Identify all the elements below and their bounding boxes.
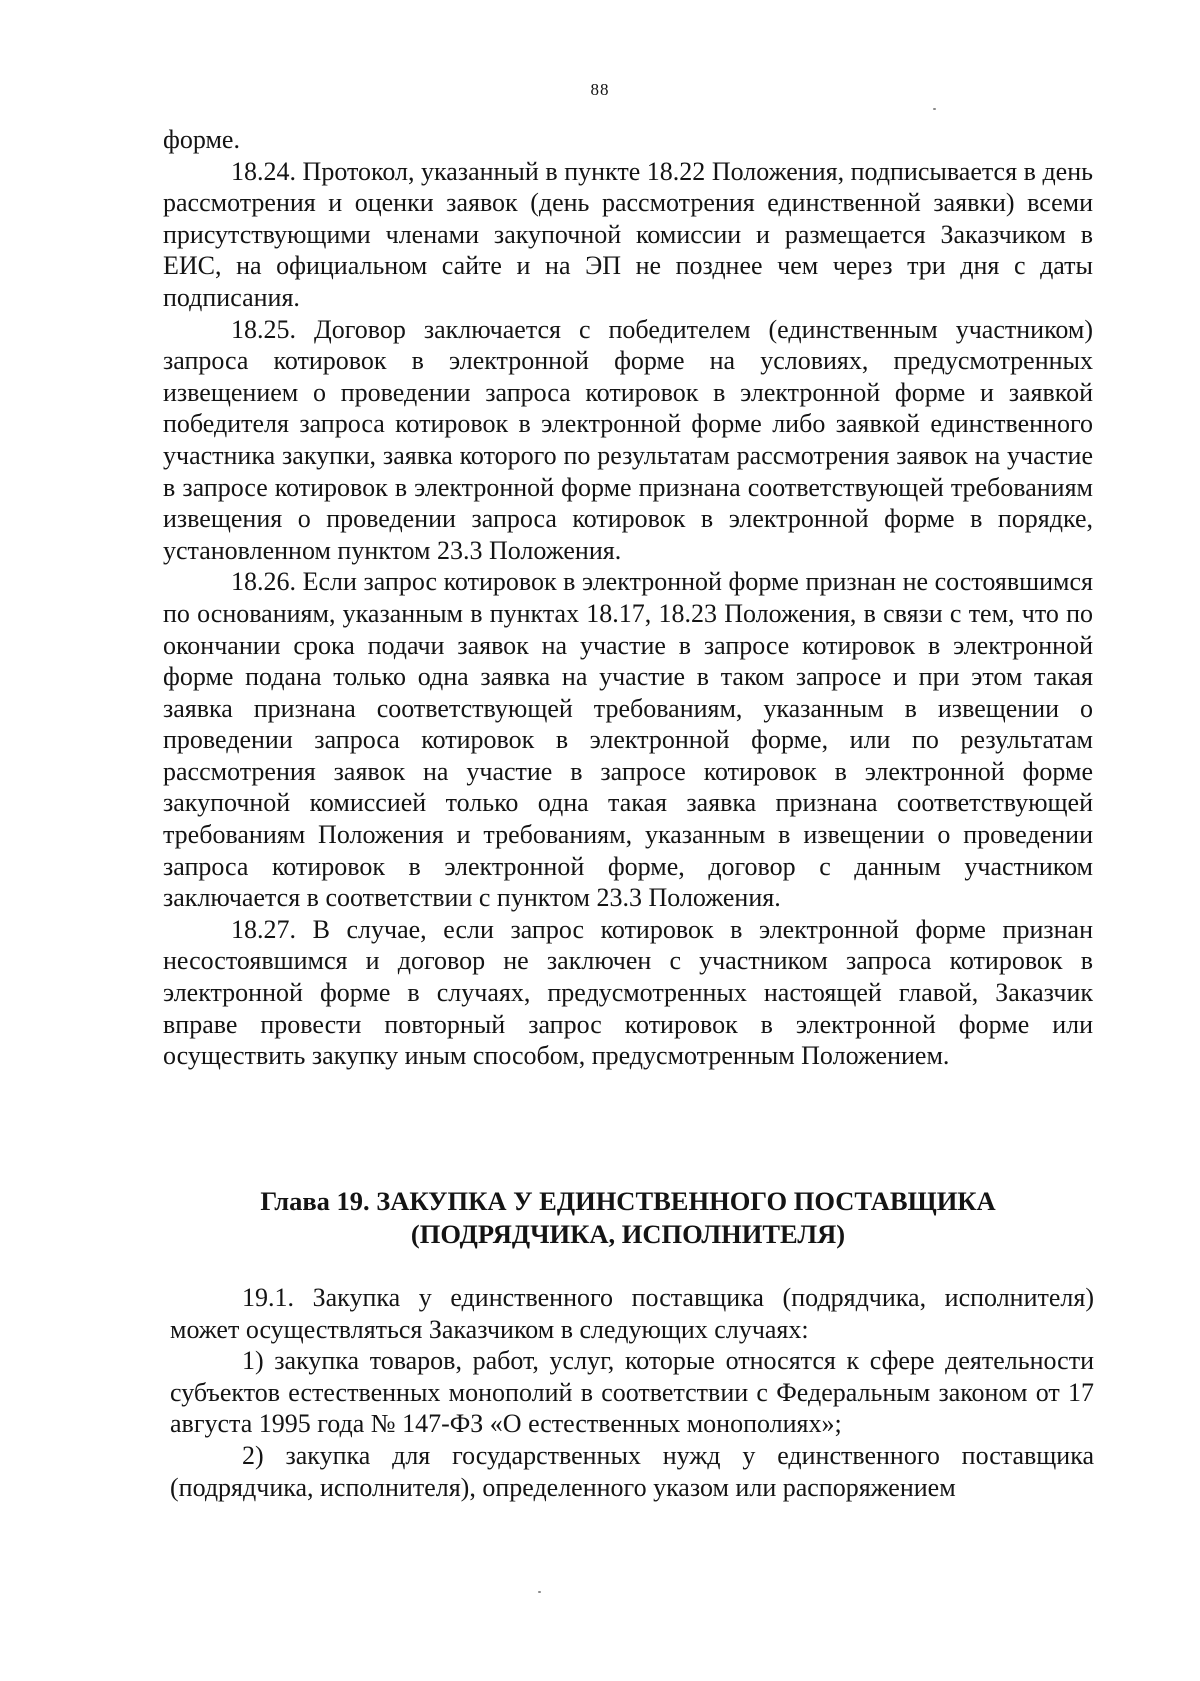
chapter-heading-line-1: Глава 19. ЗАКУПКА У ЕДИНСТВЕННОГО ПОСТАВЩИКА xyxy=(260,1186,996,1216)
list-item-1: 1) закупка товаров, работ, услуг, которые относятся к сфере деятельности субъектов естественных монополий в соответствии с Федеральным законом от 17 августа 1995 года № 147-ФЗ «О естественных монополиях»; xyxy=(170,1346,1094,1439)
scan-speck xyxy=(933,108,936,110)
paragraph-19-1: 19.1. Закупка у единственного поставщика (подрядчика, исполнителя) может осуществляться Заказчиком в следующих случаях: xyxy=(170,1283,1094,1344)
scan-speck xyxy=(538,1591,541,1593)
section-19 xyxy=(170,1282,1094,1503)
paragraph-18-25: 18.25. Договор заключается с победителем (единственным участником) запроса котировок в электронной форме на условиях, предусмотренных извещением о проведении запроса котировок в электронной форме и заявкой победителя запроса котировок в электронной форме либо заявкой единственного участника закупки, заявка которого по результатам рассмотрения заявок на участие в запросе котировок в электронной форме признана соответствующей требованиям извещения о проведении запроса котировок в электронной форме в порядке, установленном пунктом 23.3 Положения. xyxy=(163,314,1093,565)
page-number: 88 xyxy=(590,80,610,99)
paragraph-18-26: 18.26. Если запрос котировок в электронной форме признан не состоявшимся по основаниям, указанным в пунктах 18.17, 18.23 Положения, в связи с тем, что по окончании срока подачи заявок на участие в запросе котировок в электронной форме подана только одна заявка на участие в таком запросе и при этом такая заявка признана соответствующей требованиям, указанным в извещении о проведении запроса котировок в электронной форме, или по результатам рассмотрения заявок на участие в запросе котировок в электронной форме закупочной комиссией только одна такая заявка признана соответствующей требованиям Положения и требованиям, указанным в извещении о проведении запроса котировок в электронной форме, договор с данным участником заключается в соответствии с пунктом 23.3 Положения. xyxy=(163,567,1093,913)
section-18-continuation xyxy=(163,124,1093,1072)
list-item-2: 2) закупка для государственных нужд у единственного поставщика (подрядчика, исполнителя), определенного указом или распоряжением xyxy=(170,1440,1094,1502)
chapter-heading-line-2: (ПОДРЯДЧИКА, ИСПОЛНИТЕЛЯ) xyxy=(410,1219,846,1249)
chapter-19-heading xyxy=(163,1185,1093,1251)
paragraph-continuation: форме. xyxy=(163,125,240,154)
paragraph-18-27: 18.27. В случае, если запрос котировок в электронной форме признан несостоявшимся и договор не заключен с участником запроса котировок в электронной форме в случаях, предусмотренных настоящей главой, Заказчик вправе провести повторный запрос котировок в электронной форме или осуществить закупку иным способом, предусмотренным Положением. xyxy=(163,914,1093,1071)
paragraph-18-24: 18.24. Протокол, указанный в пункте 18.22 Положения, подписывается в день рассмотрения и оценки заявок (день рассмотрения единственной заявки) всеми присутствующими членами закупочной комиссии и размещается Заказчиком в ЕИС, на официальном сайте и на ЭП не позднее чем через три дня с даты подписания. xyxy=(163,156,1093,312)
